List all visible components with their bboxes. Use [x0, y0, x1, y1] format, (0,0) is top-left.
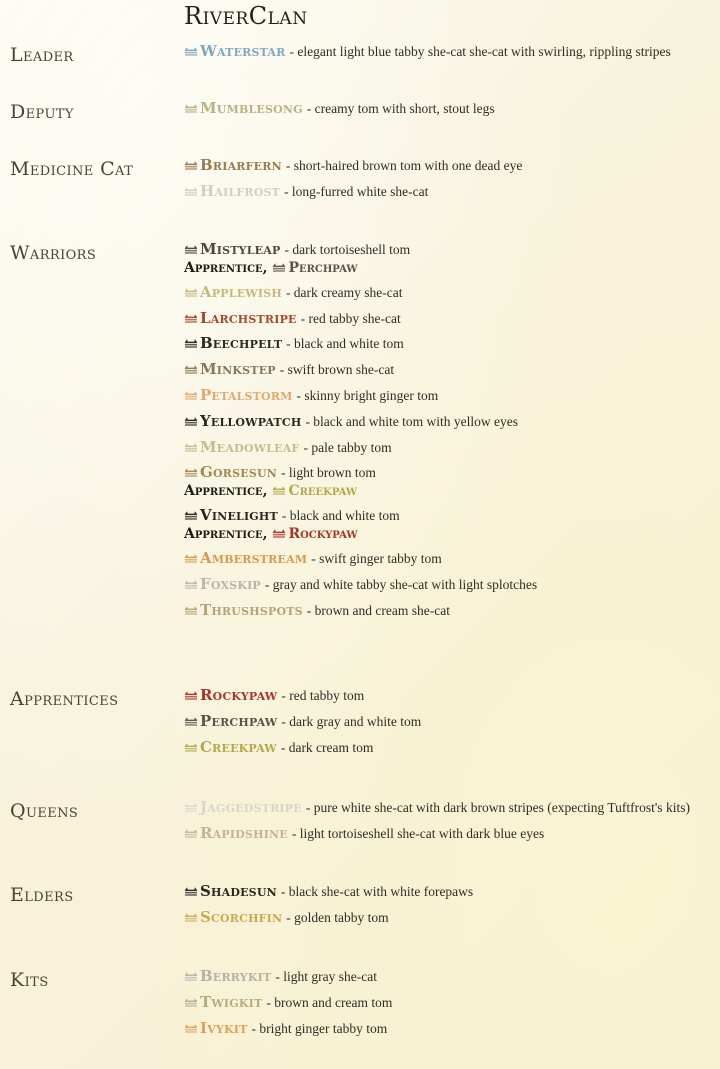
cat-entry — [184, 242, 714, 259]
section-entries — [184, 101, 714, 127]
cat-entry — [184, 465, 714, 482]
cat-name[interactable]: Beechpelt — [200, 334, 283, 353]
cat-pelt-icon — [272, 262, 287, 274]
cat-description: - dark cream tom — [280, 739, 374, 755]
cat-name[interactable]: Twigkit — [200, 992, 263, 1011]
cat-description: - gray and white tabby she-cat with light splotches — [264, 576, 538, 592]
cat-pelt-icon — [184, 467, 199, 479]
cat-name[interactable]: Briarfern — [200, 156, 282, 174]
cat-name[interactable]: Mumblesong — [200, 99, 303, 117]
cat-entry — [184, 1018, 714, 1038]
cat-entry — [184, 574, 714, 594]
cat-pelt-icon — [184, 553, 199, 565]
apprentice-name[interactable]: Perchpaw — [288, 259, 358, 276]
section-entries — [184, 44, 714, 70]
section-entries — [184, 884, 714, 936]
cat-pelt-icon — [184, 912, 199, 924]
cat-entry — [184, 800, 714, 817]
cat-name[interactable]: Larchstripe — [200, 308, 297, 327]
cat-description: - dark gray and white tom — [281, 713, 422, 729]
cat-description: - swift ginger tabby tom — [311, 550, 442, 566]
cat-entry — [184, 711, 714, 731]
cat-name[interactable]: Creekpaw — [200, 737, 277, 756]
cat-pelt-icon — [184, 971, 199, 983]
cat-entry — [184, 385, 714, 405]
cat-name[interactable]: Petalstorm — [200, 385, 293, 404]
cat-entry — [184, 44, 714, 61]
cat-pelt-icon — [184, 390, 199, 402]
cat-entry — [184, 101, 714, 118]
section-heading: Medicine Cat — [10, 158, 134, 180]
cat-name[interactable]: Shadesun — [200, 882, 277, 900]
cat-name[interactable]: Rockypaw — [200, 686, 278, 704]
cat-name[interactable]: Rapidshine — [200, 823, 288, 842]
cat-entry — [184, 308, 714, 328]
cat-entry — [184, 737, 714, 757]
cat-description: - pale tabby tom — [303, 439, 392, 455]
apprentice-label: Apprentice, — [184, 525, 268, 542]
section-heading: Apprentices — [10, 688, 119, 710]
cat-pelt-icon — [184, 160, 199, 172]
cat-entry — [184, 158, 714, 175]
cat-entry — [184, 884, 714, 901]
cat-pelt-icon — [184, 186, 199, 198]
cat-name[interactable]: Scorchfin — [200, 907, 283, 926]
cat-description: - red tabby tom — [281, 688, 365, 703]
cat-entry — [184, 688, 714, 705]
section-entries — [184, 800, 714, 852]
cat-name[interactable]: Foxskip — [200, 574, 261, 593]
cat-pelt-icon — [184, 244, 199, 256]
cat-entry — [184, 437, 714, 457]
cat-description: - creamy tom with short, stout legs — [306, 101, 495, 116]
apprentice-label: Apprentice, — [184, 483, 268, 500]
section-heading: Leader — [10, 44, 74, 66]
cat-pelt-icon — [272, 485, 287, 497]
cat-pelt-icon — [272, 528, 287, 540]
cat-entry — [184, 181, 714, 201]
cat-pelt-icon — [184, 742, 199, 754]
cat-name[interactable]: Thrushspots — [200, 600, 303, 619]
apprentice-label: Apprentice, — [184, 259, 268, 276]
section-heading: Kits — [10, 969, 49, 991]
cat-pelt-icon — [184, 287, 199, 299]
cat-description: - dark tortoiseshell tom — [284, 242, 411, 257]
cat-description: - black and white tom — [281, 508, 400, 524]
cat-description: - long-furred white she-cat — [284, 183, 429, 199]
cat-description: - swift brown she-cat — [279, 362, 395, 378]
cat-entry — [184, 282, 714, 302]
cat-name[interactable]: Jaggedstripe — [200, 798, 302, 816]
cat-pelt-icon — [184, 886, 199, 898]
cat-name[interactable]: Vinelight — [200, 506, 278, 525]
section-heading: Elders — [10, 884, 74, 906]
cat-description: - light brown tom — [281, 465, 376, 481]
cat-pelt-icon — [184, 802, 199, 814]
cat-pelt-icon — [184, 46, 199, 58]
cat-pelt-icon — [184, 510, 199, 522]
cat-pelt-icon — [184, 103, 199, 115]
cat-description: - golden tabby tom — [286, 909, 389, 925]
cat-name[interactable]: Hailfrost — [200, 181, 281, 200]
cat-entry — [184, 823, 714, 843]
cat-pelt-icon — [184, 338, 199, 350]
cat-entry — [184, 508, 714, 525]
cat-name[interactable]: Amberstream — [200, 548, 308, 567]
cat-name[interactable]: Applewish — [200, 282, 282, 301]
cat-pelt-icon — [184, 997, 199, 1009]
cat-pelt-icon — [184, 1023, 199, 1035]
section-heading: Deputy — [10, 101, 74, 123]
cat-description: - black she-cat with white forepaws — [280, 884, 474, 899]
cat-description: - brown and cream she-cat — [306, 602, 450, 618]
section-entries — [184, 688, 714, 765]
cat-pelt-icon — [184, 313, 199, 325]
cat-description: - pure white she-cat with dark brown stripes (expecting Tuftfrost's kits) — [305, 800, 690, 815]
cat-description: - short-haired brown tom with one dead eye — [285, 158, 523, 173]
cat-name[interactable]: Waterstar — [200, 42, 286, 60]
cat-pelt-icon — [184, 364, 199, 376]
cat-entry — [184, 548, 714, 568]
cat-entry — [184, 992, 714, 1012]
cat-name[interactable]: Berrykit — [200, 967, 272, 985]
cat-description: - light gray she-cat — [275, 969, 377, 984]
section-entries — [184, 242, 714, 628]
cat-description: - skinny bright ginger tom — [296, 387, 439, 403]
cat-name[interactable]: Meadowleaf — [200, 437, 300, 456]
cat-description: - elegant light blue tabby she-cat she-cat with swirling, rippling stripes — [289, 44, 671, 59]
cat-pelt-icon — [184, 579, 199, 591]
cat-entry — [184, 969, 714, 986]
cat-pelt-icon — [184, 442, 199, 454]
cat-pelt-icon — [184, 716, 199, 728]
cat-name[interactable]: Perchpaw — [200, 711, 278, 730]
cat-entry — [184, 362, 714, 379]
cat-entry — [184, 411, 714, 431]
page-title: RiverClan — [184, 2, 308, 30]
cat-description: - black and white tom with yellow eyes — [305, 413, 519, 429]
apprentice-name[interactable]: Creekpaw — [288, 483, 358, 500]
apprentice-name[interactable]: Rockypaw — [288, 525, 358, 542]
cat-description: - bright ginger tabby tom — [251, 1020, 388, 1036]
section-entries — [184, 969, 714, 1046]
cat-pelt-icon — [184, 605, 199, 617]
cat-pelt-icon — [184, 416, 199, 428]
apprentice-line — [184, 260, 714, 276]
cat-entry — [184, 600, 714, 620]
cat-entry — [184, 336, 714, 353]
apprentice-line — [184, 526, 714, 542]
cat-entry — [184, 907, 714, 927]
cat-name[interactable]: Ivykit — [200, 1018, 248, 1037]
cat-description: - red tabby she-cat — [300, 310, 401, 326]
cat-name[interactable]: Gorsesun — [200, 463, 278, 482]
section-entries — [184, 158, 714, 210]
cat-description: - light tortoiseshell she-cat with dark blue eyes — [291, 825, 545, 841]
section-heading: Queens — [10, 800, 79, 822]
cat-name[interactable]: Mistyleap — [200, 240, 281, 258]
apprentice-line — [184, 483, 714, 499]
cat-description: - dark creamy she-cat — [285, 284, 403, 300]
cat-description: - black and white tom — [286, 336, 404, 352]
cat-name[interactable]: Yellowpatch — [200, 411, 302, 430]
cat-name[interactable]: Minkstep — [200, 360, 276, 379]
section-heading: Warriors — [10, 242, 97, 264]
cat-pelt-icon — [184, 828, 199, 840]
cat-pelt-icon — [184, 690, 199, 702]
cat-description: - brown and cream tom — [266, 994, 393, 1010]
